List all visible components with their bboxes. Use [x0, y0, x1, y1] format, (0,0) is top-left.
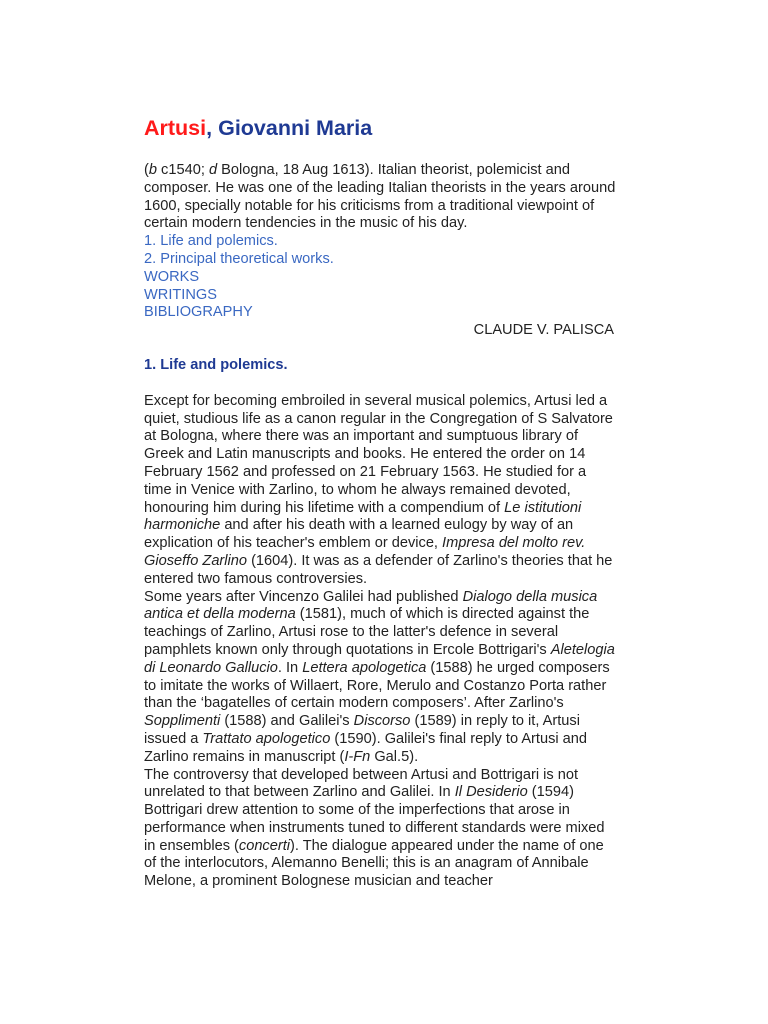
author-credit: CLAUDE V. PALISCA	[473, 322, 614, 339]
work-title: Dialogo della musica antica et della moderna	[144, 588, 598, 623]
toc-link-life-and-polemics[interactable]: 1. Life and polemics.	[144, 233, 278, 250]
article	[144, 113, 616, 891]
toc-link-works[interactable]: WORKS	[144, 268, 200, 285]
body-text: (1594) Bottrigari drew attention to some of the imperfections that arose in performance when instruments tuned to different standards were mixed in ensembles (	[144, 784, 605, 854]
body-paragraph	[144, 393, 616, 589]
body-text: (1590). Galilei's final reply to Artusi and Zarlino remains in manuscript (	[144, 730, 588, 765]
body-paragraph	[144, 767, 616, 892]
intro-text: c1540;	[157, 162, 209, 178]
page-title	[144, 113, 616, 143]
body-text: Some years after Vincenzo Galilei had published	[144, 588, 463, 605]
intro-died-abbrev: d	[208, 162, 218, 178]
table-of-contents	[144, 233, 616, 322]
library-siglum: I-Fn	[344, 748, 371, 765]
body-text: (1588) and Galilei's	[220, 713, 354, 730]
intro-text: Bologna, 18 Aug 1613). Italian theorist, polemicist and composer. He was one of the leading Italian theorists in the years around 1600, specially notable for his criticisms from a traditional viewpoint of certain modern tendencies in the music of his day.	[144, 162, 616, 232]
work-title: Le istitutioni harmoniche	[144, 499, 582, 534]
work-title: Impresa del molto rev. Gioseffo Zarlino	[144, 535, 586, 569]
body-text: Except for becoming embroiled in several musical polemics, Artusi led a quiet, studious life as a canon regular in the Congregation of S Salvatore at Bologna, where there was an important and sumptuous library of Greek and Latin manuscripts and books. He entered the order on 14 February 1562 and professed on 21 February 1563. He studied for a time in Venice with Zarlino, to whom he always remained devoted, honouring him during his lifetime with a compendium of	[144, 392, 613, 516]
title-surname: Artusi	[144, 116, 207, 140]
title-given-names: Giovanni Maria	[218, 116, 373, 140]
work-title: Aletelogia di Leonardo Gallucio	[144, 641, 615, 676]
body-text: The controversy that developed between Artusi and Bottrigari is not unrelated to that between Zarlino and Galilei. In	[144, 766, 579, 801]
work-title: Discorso	[353, 713, 411, 730]
toc-link-principal-theoretical-works[interactable]: 2. Principal theoretical works.	[144, 250, 334, 267]
toc-link-bibliography[interactable]: BIBLIOGRAPHY	[144, 304, 253, 321]
body-paragraph	[144, 589, 616, 767]
body-text: ). The dialogue appeared under the name of one of the interlocutors, Alemanno Benelli; this is an anagram of Annibale Melone, a prominent Bolognese musician and teacher	[144, 837, 604, 890]
section-heading-life-and-polemics: 1. Life and polemics.	[144, 356, 288, 373]
italic-term: concerti	[238, 837, 291, 854]
work-title: Trattato apologetico	[202, 730, 331, 747]
work-title: Lettera apologetica	[302, 659, 427, 676]
body-text: (1604). It was as a defender of Zarlino's theories that he entered two famous controversies.	[144, 552, 613, 587]
intro-text: (	[144, 162, 149, 178]
body-text: (1588) he urged composers to imitate the works of Willaert, Rore, Merulo and Costanzo Porta rather than the ‘bagatelles of certain modern composers’. After Zarlino's	[144, 659, 610, 712]
work-title: Sopplimenti	[144, 713, 221, 730]
body-text: (1589) in reply to it, Artusi issued a	[144, 713, 580, 747]
work-title: Il Desiderio	[454, 784, 528, 801]
body-text: . In	[277, 659, 303, 676]
intro-born-abbrev: b	[148, 162, 157, 178]
intro-paragraph	[144, 162, 616, 233]
body-text: Gal.5).	[370, 748, 419, 765]
title-comma: ,	[206, 116, 213, 140]
body-text: and after his death with a learned eulogy by way of an explication of his teacher's emblem or device,	[144, 517, 574, 552]
toc-link-writings[interactable]: WRITINGS	[144, 286, 217, 303]
body-text: (1581), much of which is directed against the teachings of Zarlino, Artusi rose to the latter's defence in several pamphlets known only through quotations in Ercole Bottrigari's	[144, 606, 590, 658]
